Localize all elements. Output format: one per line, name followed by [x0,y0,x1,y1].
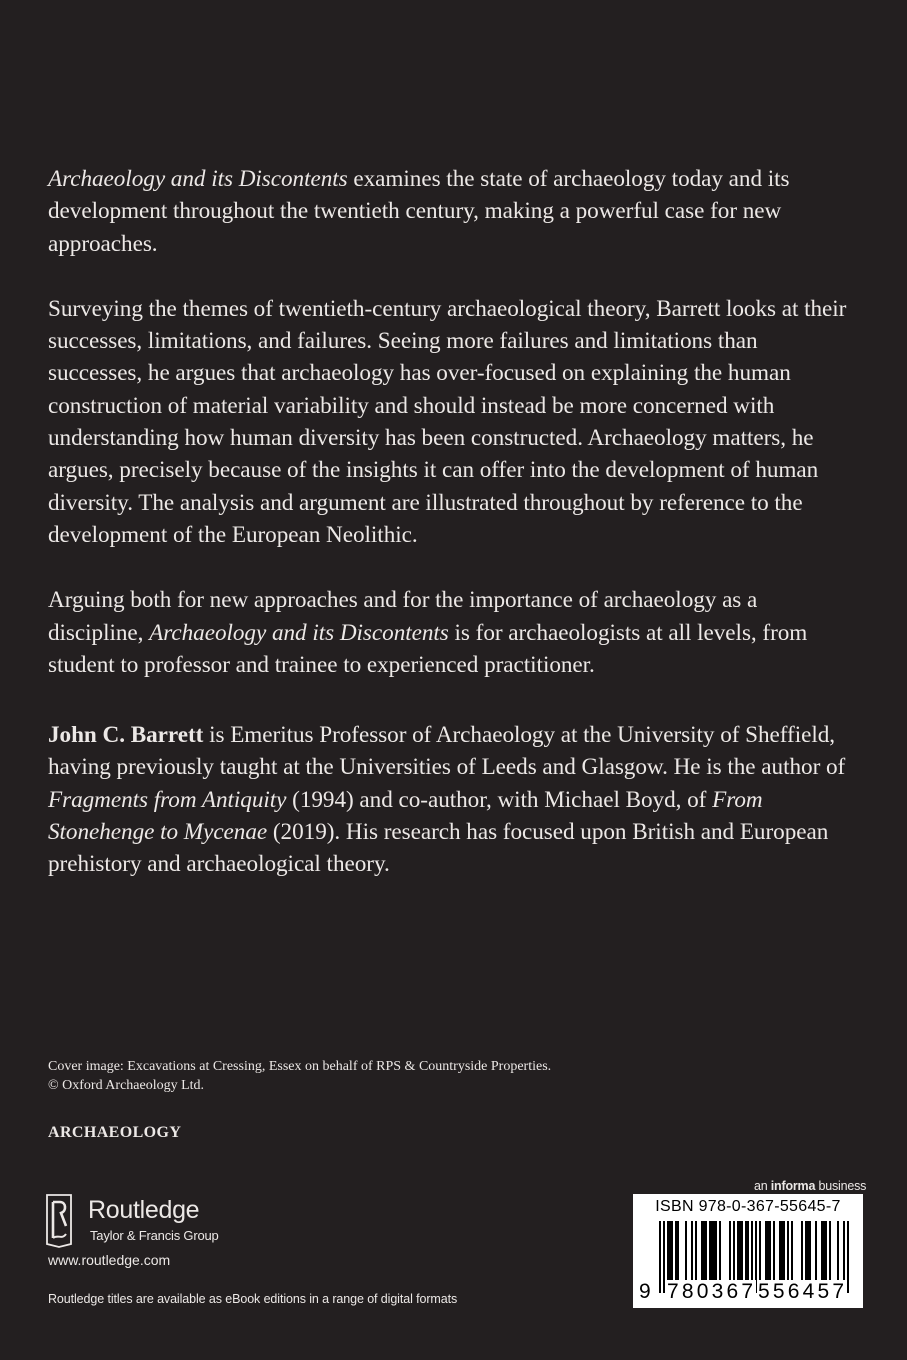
barcode-bar [701,1221,703,1283]
barcode-bar [821,1221,823,1283]
barcode-bar [787,1221,789,1283]
back-cover-blurb [48,163,853,914]
barcode-bar [733,1221,735,1283]
barcode-bar [667,1221,669,1283]
barcode-bar [837,1221,839,1283]
barcode-bar [737,1221,739,1283]
barcode-bar [779,1221,781,1283]
cover-image-credit [48,1058,748,1095]
blurb-paragraph-1 [48,163,853,260]
barcode-bar [669,1221,671,1283]
barcode-bar [773,1221,775,1283]
credit-line: Cover image: Excavations at Cressing, Essex on behalf of RPS & Countryside Properties. [48,1059,552,1074]
barcode-bar [671,1221,673,1283]
isbn-barcode [633,1194,863,1308]
informa-business-tag [754,1179,866,1193]
barcode-bar [659,1221,661,1293]
barcode-bar [695,1221,697,1283]
barcode-bar [805,1221,807,1283]
barcode-bar [783,1221,785,1283]
barcode-bar [747,1221,749,1283]
routledge-logo-icon [46,1194,72,1248]
barcode-bar [825,1221,827,1283]
copyright-line: © Oxford Archaeology Ltd. [48,1077,205,1093]
isbn-number: ISBN 978-0-367-55645-7 [655,1198,841,1215]
author-name: John C. Barrett [48,722,204,749]
book-title: Archaeology and its Discontents [48,166,348,192]
barcode-lead-digit: 9 [639,1280,654,1303]
barcode-bar [807,1221,809,1283]
bio-text: is Emeritus Professor of Archaeology at the University of Sheffield, having previously taught at the Universities of Leeds and Glasgow. He is the author of [48,722,846,781]
bio-text: (1994) and co-author, with Michael Boyd, of [286,786,713,813]
author-bio [48,719,853,880]
ebook-availability-note: Routledge titles are available as eBook editions in a range of digital formats [48,1292,458,1306]
barcode-bar [781,1221,783,1283]
publisher-website[interactable]: www.routledge.com [48,1252,171,1268]
subject-category: ARCHAEOLOGY [48,1124,182,1141]
barcode-bar [759,1221,761,1283]
book-title: Fragments from Antiquity [48,786,287,813]
barcode-bar [691,1221,693,1283]
barcode-bar [677,1221,679,1283]
barcode-bar [809,1221,811,1283]
barcode-bar [705,1221,707,1283]
barcode-bar [719,1221,721,1283]
barcode-bar [791,1221,793,1283]
barcode-bar [729,1221,731,1283]
blurb-text: examines the state of archaeology today and its development throughout the twentieth century, making a powerful case for new approaches. [48,166,790,257]
informa-brand: informa [770,1179,816,1193]
barcode-bar [847,1221,849,1293]
barcode-bar [715,1221,717,1283]
barcode-bar [769,1221,771,1283]
publisher-group: Taylor & Francis Group [90,1228,219,1243]
barcode-bar [767,1221,769,1283]
blurb-text: Arguing both for new approaches and for the importance of archaeology as a discipline, [48,587,758,646]
informa-suffix: business [815,1179,867,1193]
barcode-bar [801,1221,803,1283]
barcode-bar [741,1221,743,1283]
barcode-bar [685,1221,687,1283]
blurb-text: is for archaeologists at all levels, from student to professor and trainee to experienced practitioner. [48,619,808,678]
routledge-logo [46,1194,276,1250]
barcode-bar [709,1221,711,1283]
book-title: Archaeology and its Discontents [149,619,449,646]
barcode-bar [739,1221,741,1283]
barcode-bar [829,1221,831,1283]
blurb-paragraph-2: Surveying the themes of twentieth-century archaeological theory, Barrett looks at their successes, limitations, and failures. Seeing more failures and limitations than successes, he argues that archaeology has over-focused on explaining the human construction of material variability and should instead be more concerned with understanding how human diversity has been constructed. Archaeology matters, he argues, precisely because of the insights it can offer into the development of human diversity. The analysis and argument are illustrated throughout by reference to the development of the European Neolithic. [48,295,847,548]
blurb-paragraph-3 [48,584,853,681]
barcode-bar [765,1221,767,1283]
bio-text: (2019). His research has focused upon British and European prehistory and archaeological theory. [48,819,829,878]
publisher-name: Routledge [88,1196,200,1224]
barcode-bar [713,1221,715,1283]
barcode-right-digits: 556457 [758,1280,848,1303]
barcode-bar [711,1221,713,1283]
barcode-bar [675,1221,677,1283]
informa-prefix: an [754,1179,771,1193]
barcode-bar [745,1221,747,1283]
book-title: From Stonehenge to Mycenae [48,786,763,846]
barcode-left-digits: 780367 [667,1280,757,1303]
barcode-bar [663,1221,665,1293]
barcode-bar [815,1221,817,1283]
barcode-bar [703,1221,705,1283]
barcode-bar [823,1221,825,1283]
